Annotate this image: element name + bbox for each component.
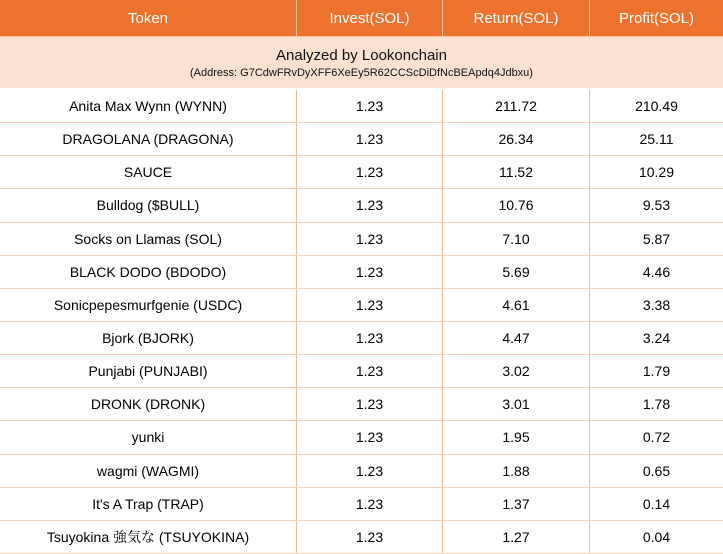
table-row xyxy=(0,455,723,488)
invest-cell: 1.23 xyxy=(297,455,443,487)
return-cell: 4.47 xyxy=(443,322,590,354)
profit-cell: 0.72 xyxy=(642,429,671,446)
table-row xyxy=(0,521,723,554)
return-cell: 3.02 xyxy=(443,355,590,387)
profit-cell: 10.29 xyxy=(638,164,675,181)
token-cell: Bjork (BJORK) xyxy=(0,322,297,354)
invest-cell: 1.23 xyxy=(297,521,443,553)
return-cell: 7.10 xyxy=(443,223,590,255)
table-header-row xyxy=(0,0,723,37)
token-cell: DRONK (DRONK) xyxy=(0,388,297,420)
token-cell: Bulldog ($BULL) xyxy=(0,189,297,221)
analysis-title: Analyzed by Lookonchain xyxy=(276,46,447,64)
table-row xyxy=(0,256,723,289)
return-cell: 3.01 xyxy=(443,388,590,420)
profit-cell: 0.04 xyxy=(642,528,671,545)
token-cell: Sonicpepesmurfgenie (USDC) xyxy=(0,289,297,321)
return-cell: 11.52 xyxy=(443,156,590,188)
profit-cell: 3.38 xyxy=(642,296,671,313)
profit-cell: 9.53 xyxy=(642,197,671,214)
invest-cell: 1.23 xyxy=(297,289,443,321)
invest-cell: 1.23 xyxy=(297,488,443,520)
column-header-return: Return(SOL) xyxy=(443,0,590,36)
table-row xyxy=(0,421,723,454)
invest-cell: 1.23 xyxy=(297,90,443,122)
return-cell: 1.88 xyxy=(443,455,590,487)
invest-cell: 1.23 xyxy=(297,189,443,221)
profit-cell: 210.49 xyxy=(635,98,678,115)
column-header-profit: Profit(SOL) xyxy=(618,9,694,27)
token-cell: wagmi (WAGMI) xyxy=(0,455,297,487)
token-cell: DRAGOLANA (DRAGONA) xyxy=(0,123,297,155)
return-cell: 1.27 xyxy=(443,521,590,553)
return-cell: 4.61 xyxy=(443,289,590,321)
token-cell: Tsuyokina 強気な (TSUYOKINA) xyxy=(0,521,297,553)
token-cell: Socks on Llamas (SOL) xyxy=(0,223,297,255)
return-cell: 26.34 xyxy=(443,123,590,155)
table-row xyxy=(0,322,723,355)
invest-cell: 1.23 xyxy=(297,388,443,420)
table-row xyxy=(0,189,723,222)
profit-cell: 0.14 xyxy=(642,495,671,512)
token-cell: BLACK DODO (BDODO) xyxy=(0,256,297,288)
invest-cell: 1.23 xyxy=(297,355,443,387)
table-row xyxy=(0,488,723,521)
profit-cell: 4.46 xyxy=(642,263,671,280)
table-row xyxy=(0,156,723,189)
column-header-token: Token xyxy=(0,0,297,36)
column-header-invest: Invest(SOL) xyxy=(297,0,443,36)
wallet-address: (Address: G7CdwFRvDyXFF6XeEy5R62CCScDiDfNcBEApdq4Jdbxu) xyxy=(190,66,533,79)
table-row xyxy=(0,355,723,388)
profit-cell: 25.11 xyxy=(639,131,674,148)
table-row xyxy=(0,223,723,256)
invest-cell: 1.23 xyxy=(297,123,443,155)
token-cell: yunki xyxy=(0,421,297,453)
return-cell: 5.69 xyxy=(443,256,590,288)
token-cell: Punjabi (PUNJABI) xyxy=(0,355,297,387)
profit-cell: 0.65 xyxy=(642,462,671,479)
token-cell: SAUCE xyxy=(0,156,297,188)
return-cell: 211.72 xyxy=(443,90,590,122)
profit-cell: 1.78 xyxy=(642,396,671,413)
return-cell: 1.37 xyxy=(443,488,590,520)
table-row xyxy=(0,289,723,322)
token-cell: It's A Trap (TRAP) xyxy=(0,488,297,520)
table-body xyxy=(0,90,723,554)
invest-cell: 1.23 xyxy=(297,223,443,255)
invest-cell: 1.23 xyxy=(297,421,443,453)
invest-cell: 1.23 xyxy=(297,156,443,188)
profit-cell: 1.79 xyxy=(642,363,671,380)
invest-cell: 1.23 xyxy=(297,256,443,288)
table-row xyxy=(0,90,723,123)
invest-cell: 1.23 xyxy=(297,322,443,354)
token-cell: Anita Max Wynn (WYNN) xyxy=(0,90,297,122)
table-row xyxy=(0,388,723,421)
return-cell: 10.76 xyxy=(443,189,590,221)
profit-cell: 5.87 xyxy=(642,230,671,247)
profit-cell: 3.24 xyxy=(642,330,671,347)
return-cell: 1.95 xyxy=(443,421,590,453)
analysis-banner xyxy=(0,37,723,90)
table-row xyxy=(0,123,723,156)
